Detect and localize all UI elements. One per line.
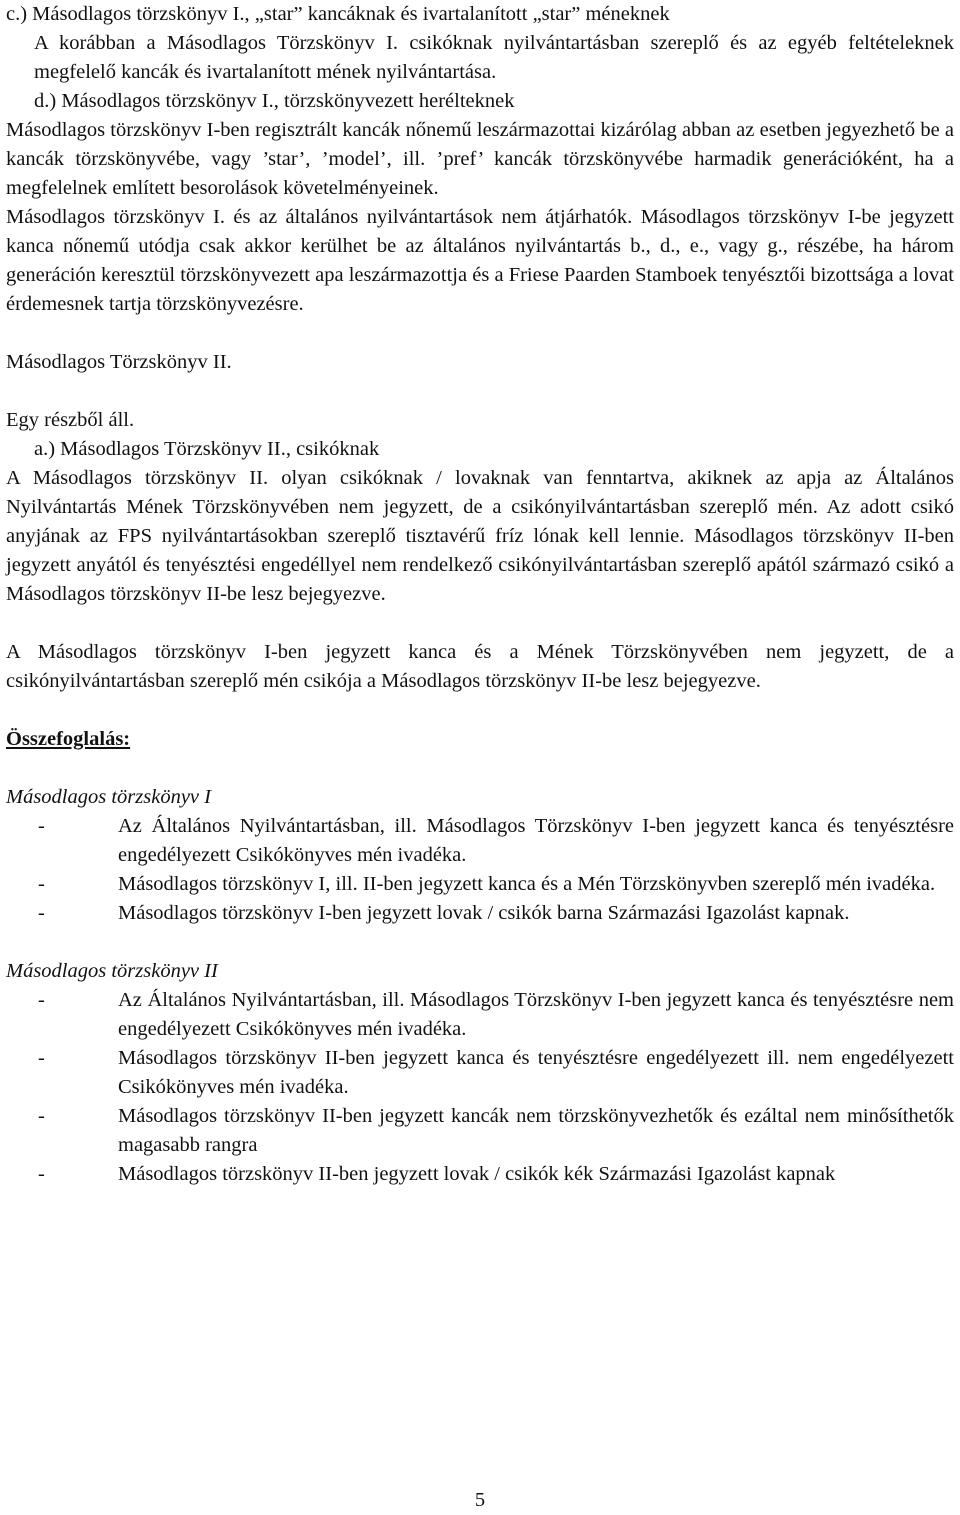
section-2-intro: Egy részből áll. — [6, 409, 135, 431]
list-item-text: Másodlagos törzskönyv II-ben jegyzett lovak / csikók kék Származási Igazolást kapnak — [118, 1163, 836, 1185]
paragraph-4: A Másodlagos törzskönyv I-ben jegyzett kanca és a Mének Törzskönyvében nem jegyzett, de a csikónyilvántartásban szereplő mén csikója a Másodlagos törzskönyv II-be lesz bejegyezve. — [6, 641, 954, 692]
page-number: 5 — [474, 1489, 486, 1511]
list-bullet: - — [38, 815, 45, 837]
summary-group-1-item — [6, 870, 954, 899]
list-item-text: Másodlagos törzskönyv II-ben jegyzett kanca és tenyésztésre engedélyezett ill. nem engedélyezett Csikókönyves mén ivadéka. — [118, 1047, 954, 1098]
list-bullet: - — [38, 989, 45, 1011]
summary-group-1-item — [6, 812, 954, 870]
list-bullet: - — [38, 1047, 45, 1069]
summary-group-2-item — [6, 986, 954, 1044]
list-item-text: Az Általános Nyilvántartásban, ill. Másodlagos Törzskönyv I-ben jegyzett kanca és tenyésztésre engedélyezett Csikókönyves mén ivadéka. — [118, 815, 954, 866]
summary-group-2-item — [6, 1044, 954, 1102]
list-item-text: Másodlagos törzskönyv I-ben jegyzett lovak / csikók barna Származási Igazolást kapnak. — [118, 902, 850, 924]
section-2-title: Másodlagos Törzskönyv II. — [6, 351, 232, 373]
paragraph-1: Másodlagos törzskönyv I-ben regisztrált kancák nőnemű leszármazottai kizárólag abban az esetben jegyezhető be a kancák törzskönyvébe, vagy ’star’, ’model’, ill. ’pref’ kancák törzskönyvébe harmadik generációként, ha a megfelelnek említett besorolások követelményeinek. — [6, 119, 954, 199]
section-c-heading: c.) Másodlagos törzskönyv I., „star” kancáknak és ivartalanított „star” méneknek — [6, 3, 670, 25]
section-c-text: A korábban a Másodlagos Törzskönyv I. csikóknak nyilvántartásban szereplő és az egyéb feltételeknek megfelelő kancák és ivartalanított mének nyilvántartása. — [34, 32, 954, 83]
summary-group-1-item — [6, 899, 954, 928]
list-bullet: - — [38, 902, 45, 924]
list-bullet: - — [38, 873, 45, 895]
paragraph-2: Másodlagos törzskönyv I. és az általános nyilvántartások nem átjárhatók. Másodlagos törzskönyv I-be jegyzett kanca nőnemű utódja csak akkor kerülhet be az általános nyilvántartás b., d., e., vagy g., részébe, ha három generáción keresztül törzskönyvezett apa leszármazottja és a Friese Paarden Stamboek tenyésztői bizottsága a lovat érdemesnek tartja törzskönyvezésre. — [6, 206, 954, 315]
section-a-heading: a.) Másodlagos Törzskönyv II., csikóknak — [34, 438, 380, 460]
summary-heading: Összefoglalás: — [6, 728, 131, 750]
list-item-text: Másodlagos törzskönyv I, ill. II-ben jegyzett kanca és a Mén Törzskönyvben szereplő mén ivadéka. — [118, 873, 936, 895]
paragraph-3: A Másodlagos törzskönyv II. olyan csikóknak / lovaknak van fenntartva, akiknek az apja az Általános Nyilvántartás Mének Törzskönyvében nem jegyzett, de a csikónyilvántartásban szereplő mén. Az adott csikó anyjának az FPS nyilvántartásokban szereplő tisztavérű fríz lónak kell lennie. Másodlagos törzskönyv II-ben jegyzett anyától és tenyésztési engedéllyel nem rendelkező csikónyilvántartásban szereplő apától származó csikó a Másodlagos törzskönyv II-be lesz bejegyezve. — [6, 467, 954, 605]
summary-group-2-item — [6, 1102, 954, 1160]
list-bullet: - — [38, 1105, 45, 1127]
list-item-text: Az Általános Nyilvántartásban, ill. Másodlagos Törzskönyv I-ben jegyzett kanca és tenyésztésre nem engedélyezett Csikókönyves mén ivadéka. — [118, 989, 954, 1040]
summary-group-2-item — [6, 1160, 954, 1189]
document-page — [6, 0, 954, 1189]
section-d-heading: d.) Másodlagos törzskönyv I., törzskönyvezett herélteknek — [34, 90, 515, 112]
list-bullet: - — [38, 1163, 45, 1185]
summary-group-1-title: Másodlagos törzskönyv I — [6, 786, 211, 808]
list-item-text: Másodlagos törzskönyv II-ben jegyzett kancák nem törzskönyvezhetők és ezáltal nem minősíthetők magasabb rangra — [118, 1105, 954, 1156]
summary-group-2-title: Másodlagos törzskönyv II — [6, 960, 218, 982]
